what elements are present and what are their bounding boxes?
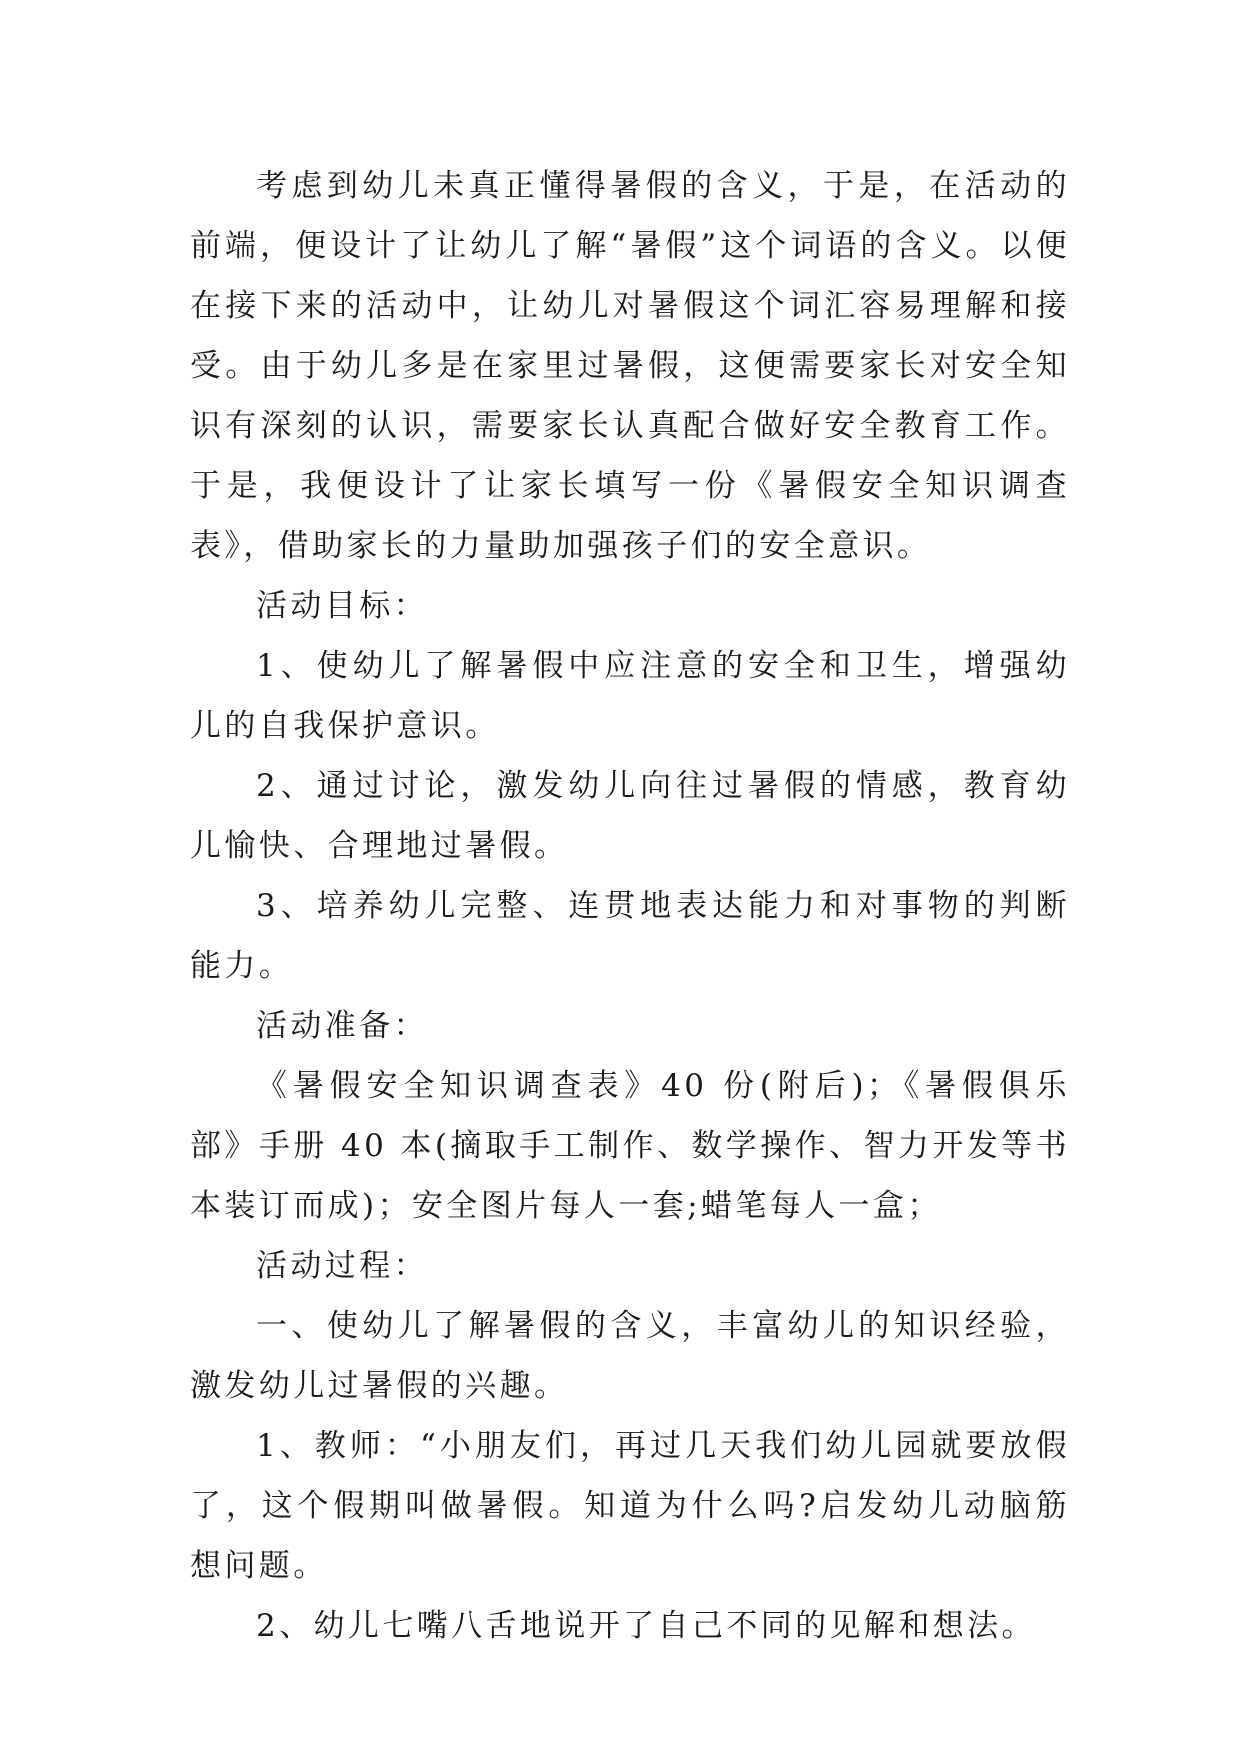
goal-item-3: 3、培养幼儿完整、连贯地表达能力和对事物的判断能力。: [190, 888, 1070, 984]
preparation-list: 《暑假安全知识调查表》40 份(附后)；《暑假俱乐部》手册 40 本(摘取手工制作、数学操作、智力开发等书本装订而成)；安全图片每人一套;蜡笔每人一盒；: [190, 1068, 1070, 1224]
paragraph-background: 考虑到幼儿未真正懂得暑假的含义，于是，在活动的前端，便设计了让幼儿了解“暑假”这个词语的含义。以便在接下来的活动中，让幼儿对暑假这个词汇容易理解和接受。由于幼儿多是在家里过暑假，这便需要家长对安全知识有深刻的认识，需要家长认真配合做好安全教育工作。于是，我便设计了让家长填写一份《暑假安全知识调查表》，借助家长的力量助加强孩子们的安全意识。: [190, 168, 1070, 564]
document-body: [190, 156, 1070, 1656]
heading-activity-goals: 活动目标：: [256, 588, 428, 624]
goal-item-2: 2、通过讨论，激发幼儿向往过暑假的情感，教育幼儿愉快、合理地过暑假。: [190, 768, 1070, 864]
process-substep-2: 2、幼儿七嘴八舌地说开了自己不同的见解和想法。: [256, 1608, 1036, 1644]
goal-item-1: 1、使幼儿了解暑假中应注意的安全和卫生，增强幼儿的自我保护意识。: [190, 648, 1070, 744]
heading-activity-process: 活动过程：: [256, 1248, 428, 1284]
heading-activity-preparation: 活动准备：: [256, 1008, 428, 1044]
process-step-1: 一、使幼儿了解暑假的含义，丰富幼儿的知识经验，激发幼儿过暑假的兴趣。: [190, 1308, 1070, 1404]
process-substep-1: 1、教师：“小朋友们，再过几天我们幼儿园就要放假了，这个假期叫做暑假。知道为什么吗?启发幼儿动脑筋想问题。: [190, 1428, 1070, 1584]
